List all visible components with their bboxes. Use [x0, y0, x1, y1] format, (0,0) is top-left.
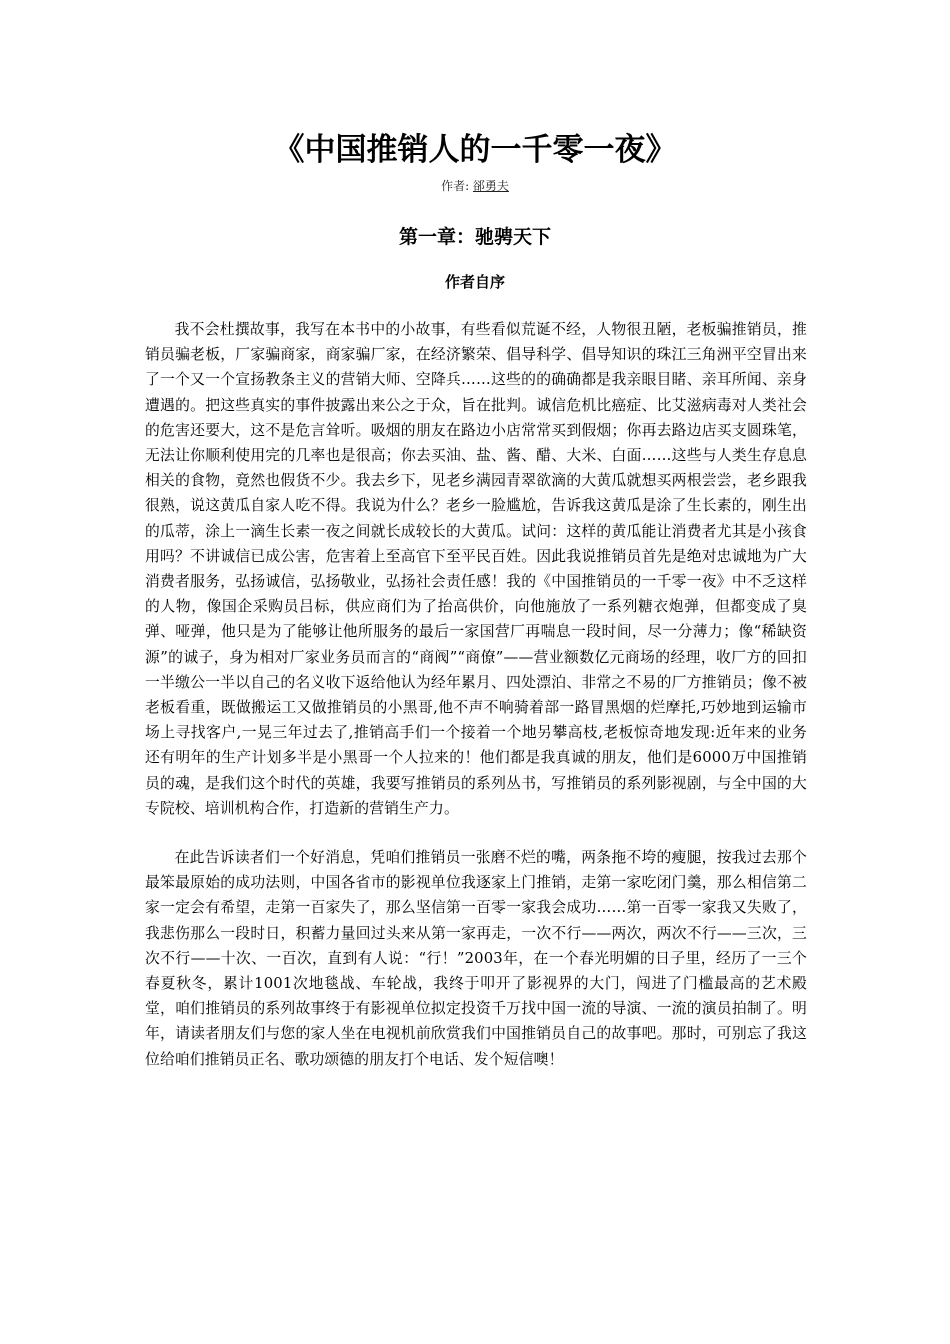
- body-text: [145, 317, 807, 1072]
- paragraph-1: 我不会杜撰故事，我写在本书中的小故事，有些看似荒诞不经，人物很丑陋，老板骗推销员，推销员骗老板，厂家骗商家，商家骗厂家，在经济繁荣、倡导科学、倡导知识的珠江三角洲平空冒出来了一个又一个宣扬教条主义的营销大师、空降兵……这些的的确确都是我亲眼目睹、亲耳所闻、亲身遭遇的。把这些真实的事件披露出来公之于众，旨在批判。诚信危机比癌症、比艾滋病毒对人类社会的危害还要大，这不是危言耸听。吸烟的朋友在路边小店常常买到假烟；你再去路边店买支圆珠笔，无法让你顺利使用完的几率也是很高；你去买油、盐、酱、醋、大米、白面……这些与人类生存息息相关的食物，竟然也假货不少。我去乡下，见老乡满园青翠欲滴的大黄瓜就想买两根尝尝，老乡跟我很熟，说这黄瓜自家人吃不得。我说为什么？老乡一脸尴尬，告诉我这黄瓜是涂了生长素的，刚生出的瓜蒂，涂上一滴生长素一夜之间就长成较长的大黄瓜。试问：这样的黄瓜能让消费者尤其是小孩食用吗？不讲诚信已成公害，危害着上至高官下至平民百姓。因此我说推销员首先是绝对忠诚地为广大消费者服务，弘扬诚信，弘扬敬业，弘扬社会责任感！我的《中国推销员的一千零一夜》中不乏这样的人物，像国企采购员吕标，供应商们为了抬高供价，向他施放了一系列糖衣炮弹，但都变成了臭弹、哑弹，他只是为了能够让他所服务的最后一家国营厂再喘息一段时间，尽一分薄力；像“稀缺资源”的诚子，身为相对厂家业务员而言的“商阀”“商僚”——营业额数亿元商场的经理，收厂方的回扣一半缴公一半以自己的名义收下返给他认为经年累月、四处漂泊、非常之不易的厂方推销员；像不被老板看重，既做搬运工又做推销员的小黑哥,他不声不响骑着部一路冒黑烟的烂摩托,巧妙地到运输市场上寻找客户,一晃三年过去了,推销高手们一个接着一个地另攀高枝,老板惊奇地发现:近年来的业务还有明年的生产计划多半是小黑哥一个人拉来的！他们都是我真诚的朋友，他们是6000万中国推销员的魂，是我们这个时代的英雄，我要写推销员的系列丛书，写推销员的系列影视剧，与全中国的大专院校、培训机构合作，打造新的营销生产力。: [145, 321, 807, 817]
- chapter-title: 第一章：驰骋天下: [398, 226, 551, 248]
- author-line: [0, 177, 950, 195]
- section-title: 作者自序: [444, 273, 505, 291]
- author-label: 作者:: [441, 179, 473, 193]
- document-title: 《中国推销人的一千零一夜》: [273, 132, 677, 168]
- paragraph-2: 在此告诉读者们一个好消息，凭咱们推销员一张磨不烂的嘴，两条拖不垮的瘦腿，按我过去那个最笨最原始的成功法则，中国各省市的影视单位我逐家上门推销，走第一家吃闭门羹，那么相信第二家一定会有希望，走第一百家失了，那么坚信第一百零一家我会成功……第一百零一家我又失败了，我悲伤那么一段时日，积蓄力量回过头来从第一家再走，一次不行——两次，两次不行——三次，三次不行——十次、一百次，直到有人说：“行！”2003年，在一个春光明媚的日子里，经历了一三个春夏秋冬，累计1001次地毯战、车轮战，我终于叩开了影视界的大门，闯进了门槛最高的艺术殿堂，咱们推销员的系列故事终于有影视单位拟定投资千万找中国一流的导演、一流的演员拍制了。明年，请读者朋友们与您的家人坐在电视机前欣赏我们中国推销员自己的故事吧。那时，可别忘了我这位给咱们推销员正名、歌功颂德的朋友打个电话、发个短信噢！: [145, 849, 807, 1068]
- author-name-link[interactable]: 郤勇夫: [472, 179, 509, 193]
